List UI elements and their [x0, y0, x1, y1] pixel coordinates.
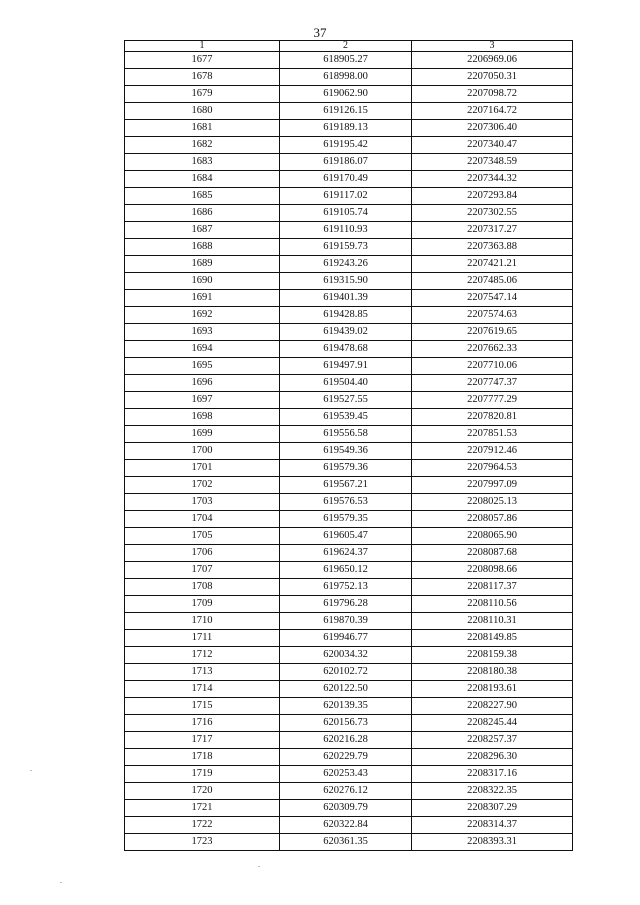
- y-coordinate-cell: 2207662.33: [412, 341, 573, 358]
- x-coordinate-cell: 619126.15: [280, 103, 412, 120]
- point-number-cell: 1717: [125, 732, 280, 749]
- table-row: [125, 647, 573, 664]
- table-row: [125, 715, 573, 732]
- point-number-cell: 1722: [125, 817, 280, 834]
- point-number-cell: 1705: [125, 528, 280, 545]
- point-number-cell: 1708: [125, 579, 280, 596]
- table-row: [125, 324, 573, 341]
- y-coordinate-cell: 2207964.53: [412, 460, 573, 477]
- table-row: [125, 69, 573, 86]
- y-coordinate-cell: 2208307.29: [412, 800, 573, 817]
- y-coordinate-cell: 2207421.21: [412, 256, 573, 273]
- y-coordinate-cell: 2208322.35: [412, 783, 573, 800]
- y-coordinate-cell: 2207302.55: [412, 205, 573, 222]
- table-row: [125, 477, 573, 494]
- x-coordinate-cell: 619624.37: [280, 545, 412, 562]
- x-coordinate-cell: 619650.12: [280, 562, 412, 579]
- x-coordinate-cell: 620322.84: [280, 817, 412, 834]
- x-coordinate-cell: 619549.36: [280, 443, 412, 460]
- x-coordinate-cell: 619401.39: [280, 290, 412, 307]
- point-number-cell: 1679: [125, 86, 280, 103]
- table-row: [125, 154, 573, 171]
- y-coordinate-cell: 2207340.47: [412, 137, 573, 154]
- table-row: [125, 562, 573, 579]
- y-coordinate-cell: 2207777.29: [412, 392, 573, 409]
- point-number-cell: 1696: [125, 375, 280, 392]
- x-coordinate-cell: 619497.91: [280, 358, 412, 375]
- point-number-cell: 1715: [125, 698, 280, 715]
- x-coordinate-cell: 619243.26: [280, 256, 412, 273]
- x-coordinate-cell: 620361.35: [280, 834, 412, 851]
- column-header-3: 3: [412, 41, 573, 52]
- y-coordinate-cell: 2206969.06: [412, 52, 573, 69]
- table-row: [125, 630, 573, 647]
- y-coordinate-cell: 2208110.56: [412, 596, 573, 613]
- x-coordinate-cell: 620122.50: [280, 681, 412, 698]
- y-coordinate-cell: 2207710.06: [412, 358, 573, 375]
- x-coordinate-cell: 619556.58: [280, 426, 412, 443]
- table-row: [125, 613, 573, 630]
- y-coordinate-cell: 2208257.37: [412, 732, 573, 749]
- x-coordinate-cell: 619105.74: [280, 205, 412, 222]
- point-number-cell: 1684: [125, 171, 280, 188]
- y-coordinate-cell: 2208180.38: [412, 664, 573, 681]
- table-body: [125, 52, 573, 851]
- x-coordinate-cell: 620276.12: [280, 783, 412, 800]
- x-coordinate-cell: 619579.36: [280, 460, 412, 477]
- y-coordinate-cell: 2207050.31: [412, 69, 573, 86]
- table-row: [125, 137, 573, 154]
- table-row: [125, 52, 573, 69]
- x-coordinate-cell: 619315.90: [280, 273, 412, 290]
- table-row: [125, 375, 573, 392]
- y-coordinate-cell: 2207547.14: [412, 290, 573, 307]
- table-row: [125, 222, 573, 239]
- point-number-cell: 1690: [125, 273, 280, 290]
- x-coordinate-cell: 619870.39: [280, 613, 412, 630]
- x-coordinate-cell: 620309.79: [280, 800, 412, 817]
- header-row: [125, 41, 573, 52]
- y-coordinate-cell: 2207317.27: [412, 222, 573, 239]
- point-number-cell: 1720: [125, 783, 280, 800]
- x-coordinate-cell: 620139.35: [280, 698, 412, 715]
- point-number-cell: 1678: [125, 69, 280, 86]
- x-coordinate-cell: 620216.28: [280, 732, 412, 749]
- y-coordinate-cell: 2208057.86: [412, 511, 573, 528]
- table-row: [125, 426, 573, 443]
- point-number-cell: 1712: [125, 647, 280, 664]
- table-row: [125, 579, 573, 596]
- x-coordinate-cell: 620156.73: [280, 715, 412, 732]
- point-number-cell: 1721: [125, 800, 280, 817]
- x-coordinate-cell: 620102.72: [280, 664, 412, 681]
- scan-speck: [30, 770, 32, 771]
- point-number-cell: 1697: [125, 392, 280, 409]
- y-coordinate-cell: 2208149.85: [412, 630, 573, 647]
- x-coordinate-cell: 619110.93: [280, 222, 412, 239]
- y-coordinate-cell: 2208098.66: [412, 562, 573, 579]
- y-coordinate-cell: 2208117.37: [412, 579, 573, 596]
- x-coordinate-cell: 619579.35: [280, 511, 412, 528]
- y-coordinate-cell: 2208193.61: [412, 681, 573, 698]
- x-coordinate-cell: 619796.28: [280, 596, 412, 613]
- x-coordinate-cell: 619605.47: [280, 528, 412, 545]
- point-number-cell: 1716: [125, 715, 280, 732]
- y-coordinate-cell: 2207485.06: [412, 273, 573, 290]
- x-coordinate-cell: 620034.32: [280, 647, 412, 664]
- point-number-cell: 1677: [125, 52, 280, 69]
- y-coordinate-cell: 2207293.84: [412, 188, 573, 205]
- point-number-cell: 1698: [125, 409, 280, 426]
- x-coordinate-cell: 619539.45: [280, 409, 412, 426]
- table-row: [125, 392, 573, 409]
- y-coordinate-cell: 2208296.30: [412, 749, 573, 766]
- page-number: 37: [313, 25, 327, 40]
- table-row: [125, 86, 573, 103]
- y-coordinate-cell: 2208025.13: [412, 494, 573, 511]
- table-row: [125, 409, 573, 426]
- table-row: [125, 494, 573, 511]
- x-coordinate-cell: 618905.27: [280, 52, 412, 69]
- point-number-cell: 1693: [125, 324, 280, 341]
- table-row: [125, 460, 573, 477]
- x-coordinate-cell: 619062.90: [280, 86, 412, 103]
- point-number-cell: 1685: [125, 188, 280, 205]
- table-header: [125, 41, 573, 52]
- point-number-cell: 1702: [125, 477, 280, 494]
- point-number-cell: 1709: [125, 596, 280, 613]
- table-row: [125, 273, 573, 290]
- table-row: [125, 698, 573, 715]
- table-row: [125, 120, 573, 137]
- y-coordinate-cell: 2208227.90: [412, 698, 573, 715]
- point-number-cell: 1692: [125, 307, 280, 324]
- table-row: [125, 307, 573, 324]
- point-number-cell: 1719: [125, 766, 280, 783]
- table-row: [125, 239, 573, 256]
- y-coordinate-cell: 2207851.53: [412, 426, 573, 443]
- point-number-cell: 1704: [125, 511, 280, 528]
- point-number-cell: 1694: [125, 341, 280, 358]
- y-coordinate-cell: 2207912.46: [412, 443, 573, 460]
- scan-speck: [60, 882, 62, 883]
- x-coordinate-cell: 620253.43: [280, 766, 412, 783]
- table-row: [125, 103, 573, 120]
- point-number-cell: 1710: [125, 613, 280, 630]
- point-number-cell: 1701: [125, 460, 280, 477]
- table-row: [125, 681, 573, 698]
- y-coordinate-cell: 2208087.68: [412, 545, 573, 562]
- table-row: [125, 511, 573, 528]
- y-coordinate-cell: 2208065.90: [412, 528, 573, 545]
- table-row: [125, 664, 573, 681]
- table-row: [125, 205, 573, 222]
- point-number-cell: 1713: [125, 664, 280, 681]
- table-row: [125, 256, 573, 273]
- y-coordinate-cell: 2207619.65: [412, 324, 573, 341]
- point-number-cell: 1700: [125, 443, 280, 460]
- y-coordinate-cell: 2208314.37: [412, 817, 573, 834]
- point-number-cell: 1680: [125, 103, 280, 120]
- x-coordinate-cell: 619478.68: [280, 341, 412, 358]
- column-header-1: 1: [125, 41, 280, 52]
- table-row: [125, 732, 573, 749]
- point-number-cell: 1689: [125, 256, 280, 273]
- table-row: [125, 443, 573, 460]
- table-row: [125, 749, 573, 766]
- table-row: [125, 834, 573, 851]
- x-coordinate-cell: 619189.13: [280, 120, 412, 137]
- table-row: [125, 783, 573, 800]
- point-number-cell: 1688: [125, 239, 280, 256]
- x-coordinate-cell: 619170.49: [280, 171, 412, 188]
- table-row: [125, 596, 573, 613]
- table-row: [125, 766, 573, 783]
- x-coordinate-cell: 619159.73: [280, 239, 412, 256]
- y-coordinate-cell: 2207098.72: [412, 86, 573, 103]
- y-coordinate-cell: 2207363.88: [412, 239, 573, 256]
- x-coordinate-cell: 619946.77: [280, 630, 412, 647]
- point-number-cell: 1686: [125, 205, 280, 222]
- point-number-cell: 1691: [125, 290, 280, 307]
- y-coordinate-cell: 2207820.81: [412, 409, 573, 426]
- x-coordinate-cell: 619428.85: [280, 307, 412, 324]
- point-number-cell: 1681: [125, 120, 280, 137]
- y-coordinate-cell: 2207747.37: [412, 375, 573, 392]
- x-coordinate-cell: 619527.55: [280, 392, 412, 409]
- y-coordinate-cell: 2208159.38: [412, 647, 573, 664]
- table-row: [125, 817, 573, 834]
- table-row: [125, 528, 573, 545]
- table-row: [125, 545, 573, 562]
- y-coordinate-cell: 2207344.32: [412, 171, 573, 188]
- y-coordinate-cell: 2207997.09: [412, 477, 573, 494]
- point-number-cell: 1687: [125, 222, 280, 239]
- x-coordinate-cell: 619186.07: [280, 154, 412, 171]
- y-coordinate-cell: 2208393.31: [412, 834, 573, 851]
- point-number-cell: 1682: [125, 137, 280, 154]
- table-row: [125, 800, 573, 817]
- column-header-2: 2: [280, 41, 412, 52]
- y-coordinate-cell: 2207348.59: [412, 154, 573, 171]
- point-number-cell: 1703: [125, 494, 280, 511]
- point-number-cell: 1695: [125, 358, 280, 375]
- coordinates-table: [124, 40, 573, 851]
- table-row: [125, 341, 573, 358]
- y-coordinate-cell: 2207306.40: [412, 120, 573, 137]
- y-coordinate-cell: 2208317.16: [412, 766, 573, 783]
- table-row: [125, 188, 573, 205]
- table-row: [125, 290, 573, 307]
- y-coordinate-cell: 2207574.63: [412, 307, 573, 324]
- x-coordinate-cell: 619576.53: [280, 494, 412, 511]
- y-coordinate-cell: 2207164.72: [412, 103, 573, 120]
- table-row: [125, 358, 573, 375]
- point-number-cell: 1714: [125, 681, 280, 698]
- point-number-cell: 1699: [125, 426, 280, 443]
- y-coordinate-cell: 2208245.44: [412, 715, 573, 732]
- table-row: [125, 171, 573, 188]
- point-number-cell: 1718: [125, 749, 280, 766]
- point-number-cell: 1706: [125, 545, 280, 562]
- x-coordinate-cell: 618998.00: [280, 69, 412, 86]
- x-coordinate-cell: 619439.02: [280, 324, 412, 341]
- point-number-cell: 1723: [125, 834, 280, 851]
- point-number-cell: 1683: [125, 154, 280, 171]
- scan-speck: [258, 866, 260, 867]
- point-number-cell: 1711: [125, 630, 280, 647]
- x-coordinate-cell: 619195.42: [280, 137, 412, 154]
- x-coordinate-cell: 619504.40: [280, 375, 412, 392]
- point-number-cell: 1707: [125, 562, 280, 579]
- x-coordinate-cell: 619752.13: [280, 579, 412, 596]
- x-coordinate-cell: 619117.02: [280, 188, 412, 205]
- x-coordinate-cell: 619567.21: [280, 477, 412, 494]
- x-coordinate-cell: 620229.79: [280, 749, 412, 766]
- y-coordinate-cell: 2208110.31: [412, 613, 573, 630]
